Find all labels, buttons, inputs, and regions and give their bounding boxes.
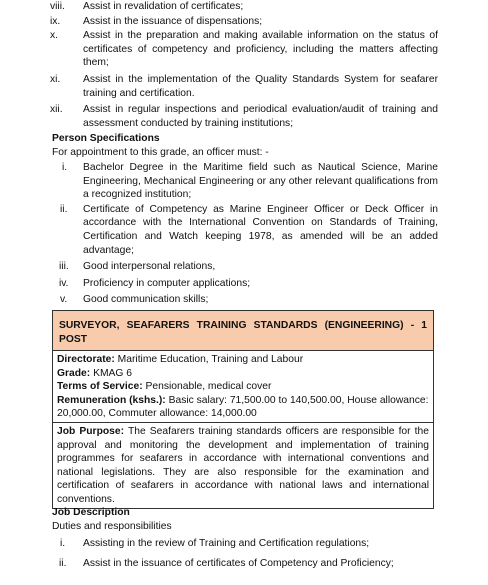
grade-value: KMAG 6: [93, 367, 132, 379]
list-item: [0, 277, 488, 291]
directorate-label: Directorate:: [57, 354, 115, 365]
item-number: ii.: [59, 557, 67, 569]
post-box: [52, 310, 434, 509]
job-purpose: [53, 423, 433, 508]
item-number: i.: [62, 162, 68, 173]
list-item: [0, 203, 488, 257]
terms-line: [57, 380, 429, 394]
duties-list-continued: [0, 0, 488, 130]
item-number: i.: [60, 538, 66, 549]
list-item: [0, 557, 488, 571]
remuneration-label: Remuneration (kshs.):: [57, 394, 166, 406]
item-text: Proficiency in computer applications;: [83, 277, 251, 289]
list-item: [0, 293, 488, 307]
terms-value: Pensionable, medical cover: [145, 381, 272, 393]
list-item: [0, 161, 488, 202]
item-number: ii.: [60, 203, 68, 215]
list-item: [0, 15, 488, 29]
item-number: viii.: [50, 1, 65, 12]
item-text: Bachelor Degree in the Maritime field such as Nautical Science, Marine Engineering, Mechanical Engineering or any other relevant qualifications from a recognized institution;: [83, 162, 438, 201]
item-number: iii.: [59, 261, 69, 273]
item-text: Good communication skills;: [83, 294, 209, 306]
item-text: Assist in regular inspections and periodical evaluation/audit of training and assessment conducted by training institutions;: [83, 104, 438, 129]
item-number: xi.: [50, 73, 61, 85]
item-number: ix.: [50, 15, 61, 27]
person-spec-intro: For appointment to this grade, an officer must: -: [52, 147, 269, 158]
item-number: v.: [60, 294, 68, 306]
item-text: Assist in the issuance of certificates of Competency and Proficiency;: [83, 557, 394, 569]
list-item: [0, 103, 488, 130]
person-spec-heading: Person Specifications: [52, 133, 160, 144]
directorate-line: [57, 353, 429, 367]
job-description-intro: Duties and responsibilities: [52, 521, 172, 532]
item-text: Certificate of Competency as Marine Engineer Officer or Deck Officer in accordance with the International Convention on Standards of Training, Certification and Watch keeping 1978, as amended will be an added advantage;: [83, 203, 438, 256]
list-item: [0, 29, 488, 70]
job-description-heading: Job Description: [52, 507, 130, 518]
list-item: [0, 537, 488, 551]
item-number: x.: [50, 30, 59, 42]
job-purpose-label: Job Purpose:: [57, 425, 125, 437]
terms-label: Terms of Service:: [57, 381, 143, 393]
grade-line: [57, 367, 429, 381]
item-text: Good interpersonal relations,: [83, 261, 216, 273]
list-item: [0, 73, 488, 100]
job-description-list: [0, 537, 488, 570]
item-text: Assist in the preparation and making available information on the status of certificates of competency and proficiency, including the matters affecting them;: [83, 30, 438, 69]
remuneration-value-continued: 20,000.00, Commuter allowance: 14,000.00: [57, 408, 257, 420]
remuneration-line: [57, 394, 429, 408]
item-text: Assist in the implementation of the Quality Standards System for seafarer training and certification.: [83, 73, 438, 99]
person-spec-list: [0, 161, 488, 307]
post-title: SURVEYOR, SEAFARERS TRAINING STANDARDS (ENGINEERING) - 1 POST: [53, 311, 433, 351]
item-text: Assisting in the review of Training and Certification regulations;: [83, 538, 370, 549]
item-number: xii.: [50, 104, 63, 116]
directorate-value: Maritime Education, Training and Labour: [117, 354, 304, 365]
post-details: [53, 351, 433, 423]
job-purpose-text: The Seafarers training standards officers are responsible for the approval and monitoring the development and implementation of training programmes for seafarers in accordance with international conventions and national legislations. They are also responsible for the examination and certification of seafarers in accordance with national laws and international conventions.: [57, 425, 429, 505]
item-text: Assist in revalidation of certificates;: [83, 1, 244, 12]
item-number: iv.: [59, 277, 69, 289]
item-text: Assist in the issuance of dispensations;: [83, 15, 263, 27]
list-item: [0, 0, 488, 14]
remuneration-line-2: [57, 407, 429, 421]
grade-label: Grade:: [57, 367, 91, 379]
list-item: [0, 260, 488, 274]
remuneration-value: Basic salary: 71,500.00 to 140,500.00, House allowance:: [168, 394, 429, 406]
